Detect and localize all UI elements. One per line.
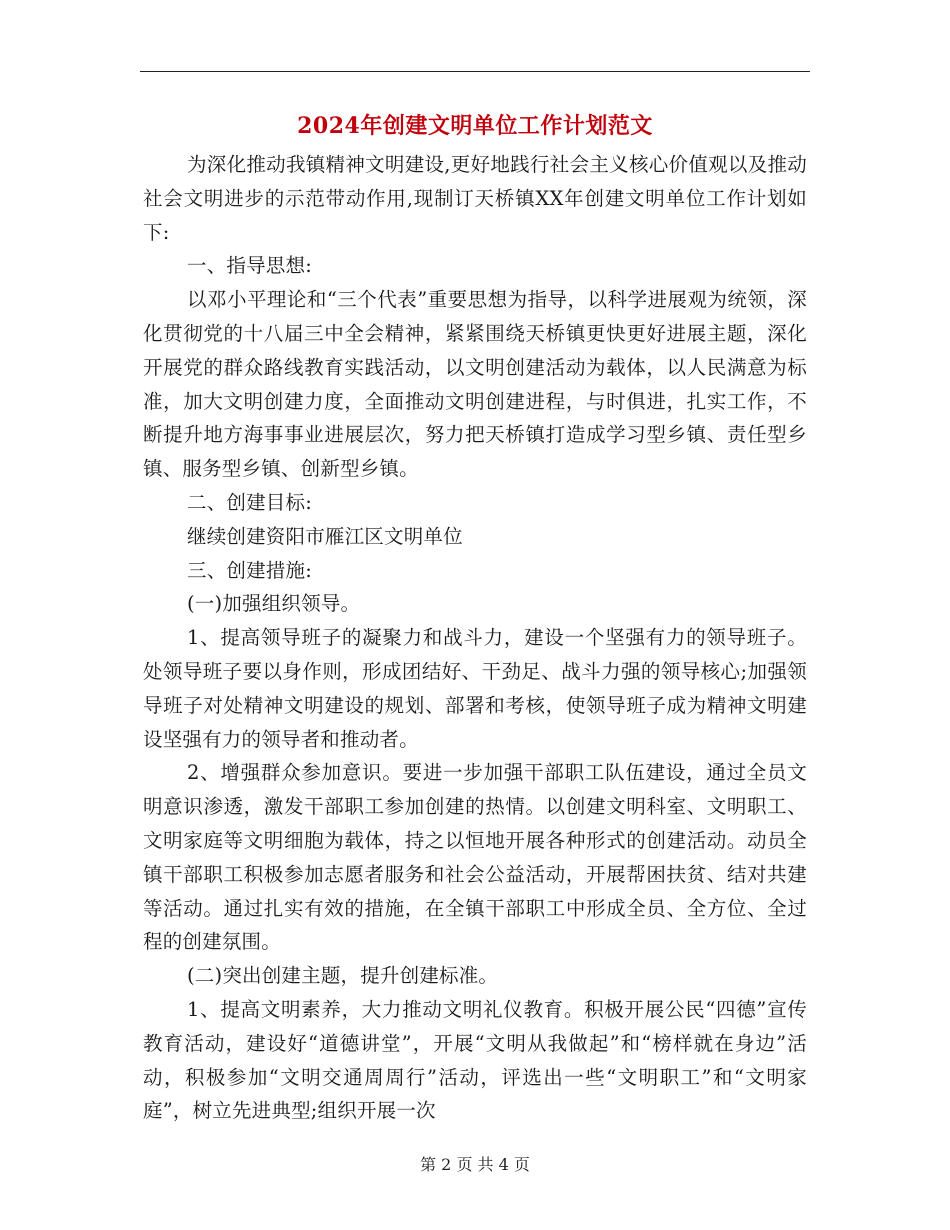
section-heading-guiding-thought: 一、指导思想: xyxy=(187,254,312,278)
header-rule xyxy=(140,71,810,72)
document-body xyxy=(143,148,807,1128)
page-number-footer: 第 2 页 共 4 页 xyxy=(420,1155,530,1174)
theme-item-1: 1、提高文明素养，大力推动文明礼仪教育。积极开展公民“四德”宣传教育活动，建设好“道德讲堂”，开展“文明从我做起”和“榜样就在身边”活动，积极参加“文明交通周周行”活动，评选出一些“文明职工”和“文明家庭”，树立先进典型;组织开展一次 xyxy=(143,997,807,1123)
goal-paragraph: 继续创建资阳市雁江区文明单位 xyxy=(187,524,463,548)
leadership-item-1: 1、提高领导班子的凝聚力和战斗力，建设一个坚强有力的领导班子。处领导班子要以身作则，形成团结好、干劲足、战斗力强的领导核心;加强领导班子对处精神文明建设的规划、部署和考核，使领导班子成为精神文明建设坚强有力的领导者和推动者。 xyxy=(143,626,807,751)
subsection-heading-leadership: (一)加强组织领导。 xyxy=(187,592,361,616)
section-heading-goal: 二、创建目标: xyxy=(187,490,312,514)
leadership-item-2: 2、增强群众参加意识。要进一步加强干部职工队伍建设，通过全员文明意识渗透，激发干部职工参加创建的热情。以创建文明科室、文明职工、文明家庭等文明细胞为载体，持之以恒地开展各种形式的创建活动。动员全镇干部职工积极参加志愿者服务和社会公益活动，开展帮困扶贫、结对共建等活动。通过扎实有效的措施，在全镇干部职工中形成全员、全方位、全过程的创建氛围。 xyxy=(143,761,807,954)
intro-paragraph: 为深化推动我镇精神文明建设,更好地践行社会主义核心价值观以及推动社会文明进步的示范带动作用,现制订天桥镇XX年创建文明单位工作计划如下: xyxy=(143,153,807,244)
guiding-thought-paragraph: 以邓小平理论和“三个代表”重要思想为指导，以科学进展观为统领，深化贯彻党的十八届三中全会精神，紧紧围绕天桥镇更快更好进展主题，深化开展党的群众路线教育实践活动，以文明创建活动为载体，以人民满意为标准，加大文明创建力度，全面推动文明创建进程，与时俱进，扎实工作，不断提升地方海事事业进展层次，努力把天桥镇打造成学习型乡镇、责任型乡镇、服务型乡镇、创新型乡镇。 xyxy=(143,288,807,481)
document-title: 2024年创建文明单位工作计划范文 xyxy=(297,113,653,139)
section-heading-measures: 三、创建措施: xyxy=(187,558,312,582)
subsection-heading-theme: (二)突出创建主题，提升创建标准。 xyxy=(187,964,499,988)
